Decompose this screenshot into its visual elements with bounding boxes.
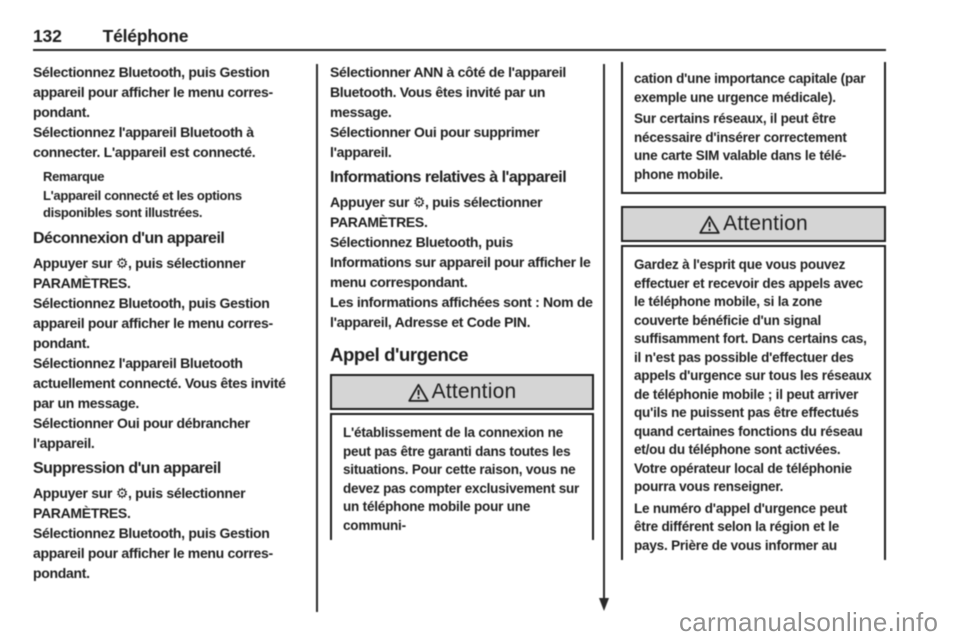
continuation-arrow-icon xyxy=(599,598,609,611)
column-2 xyxy=(330,62,594,540)
column-divider xyxy=(603,64,605,598)
section-heading-disconnect: Déconnexion d'un appareil xyxy=(33,230,225,247)
page-number: 132 xyxy=(33,26,62,46)
paragraph: Sélectionnez Bluetooth, puis Informations sur appareil pour afficher le menu correspondant. xyxy=(330,234,591,290)
warning-body xyxy=(330,413,594,540)
paragraph: Sélectionnez l'appareil Bluetooth actuellement connecté. Vous êtes invité par un message. xyxy=(33,355,286,411)
warning-header xyxy=(621,206,886,242)
note-title: Remarque xyxy=(43,169,105,184)
warning-text: Gardez à l'esprit que vous pouvez effectuer et recevoir des appels avec le téléphone mobile, si la zone couverte bénéficie d'un signal suffisamment fort. Dans certains cas, il n'est pas possible d'effectuer des appels d'urgence sur tous les réseaux de téléphonie mobile ; il peut arriver qu'ils ne puissent pas être effectués quand certaines fonctions du réseau et/ou du téléphone sont activées. Votre opérateur local de téléphonie pourra vous renseigner. xyxy=(634,257,872,494)
watermark: carmanualsonline.info xyxy=(679,607,939,637)
column-3 xyxy=(621,62,886,560)
warning-icon xyxy=(699,215,720,234)
column-1 xyxy=(33,62,303,583)
warning-icon xyxy=(408,383,429,402)
warning-box-continued xyxy=(621,62,886,194)
warning-text: L'établissement de la connexion ne peut pas être garanti dans toutes les situations. Pour cette raison, vous ne devez pas compter exclusivement sur un téléphone mobile pour une communi- xyxy=(343,425,580,533)
warning-title: Attention xyxy=(431,380,517,403)
paragraph: Sélectionnez Bluetooth, puis Gestion appareil pour afficher le menu correspondant. xyxy=(33,295,274,351)
note-block xyxy=(43,168,303,221)
warning-header xyxy=(330,374,594,410)
header-rule xyxy=(33,49,886,51)
chapter-title: Téléphone xyxy=(102,26,189,46)
section-heading-delete: Suppression d'un appareil xyxy=(33,460,221,477)
paragraph: Appuyer sur ⚙, puis sélectionner PARAMÈTRES. xyxy=(330,194,543,230)
paragraph: Appuyer sur ⚙, puis sélectionner PARAMÈTRES. xyxy=(33,485,246,521)
warning-text: Sur certains réseaux, il peut être nécessaire d'insérer correctement une carte SIM valable dans le téléphone mobile. xyxy=(634,111,847,182)
page-header xyxy=(33,26,188,47)
paragraph: Les informations affichées sont : Nom de l'appareil, Adresse et Code PIN. xyxy=(330,294,593,330)
column-divider xyxy=(316,64,318,612)
warning-title: Attention xyxy=(723,212,808,235)
note-body: L'appareil connecté et les options disponibles sont illustrées. xyxy=(43,188,242,220)
paragraph: Sélectionner Oui pour supprimer l'appareil. xyxy=(330,124,540,160)
section-heading-emergency-call: Appel d'urgence xyxy=(330,344,469,365)
warning-box xyxy=(621,206,886,560)
paragraph: Sélectionnez Bluetooth, puis Gestion appareil pour afficher le menu correspondant. xyxy=(33,64,274,120)
warning-text: Le numéro d'appel d'urgence peut être différent selon la région et le pays. Prière de vous informer au xyxy=(634,500,848,553)
paragraph: Sélectionnez l'appareil Bluetooth à connecter. L'appareil est connecté. xyxy=(33,124,256,160)
paragraph: Sélectionner ANN à côté de l'appareil Bluetooth. Vous êtes invité par un message. xyxy=(330,64,567,120)
warning-body xyxy=(621,245,886,560)
warning-text: cation d'une importance capitale (par exemple une urgence médicale). xyxy=(634,71,866,105)
warning-box xyxy=(330,374,594,540)
section-heading-device-info: Informations relatives à l'appareil xyxy=(330,169,567,186)
paragraph: Sélectionnez Bluetooth, puis Gestion appareil pour afficher le menu correspondant. xyxy=(33,525,274,581)
paragraph: Sélectionner Oui pour débrancher l'appareil. xyxy=(33,415,250,451)
paragraph: Appuyer sur ⚙, puis sélectionner PARAMÈTRES. xyxy=(33,255,246,291)
